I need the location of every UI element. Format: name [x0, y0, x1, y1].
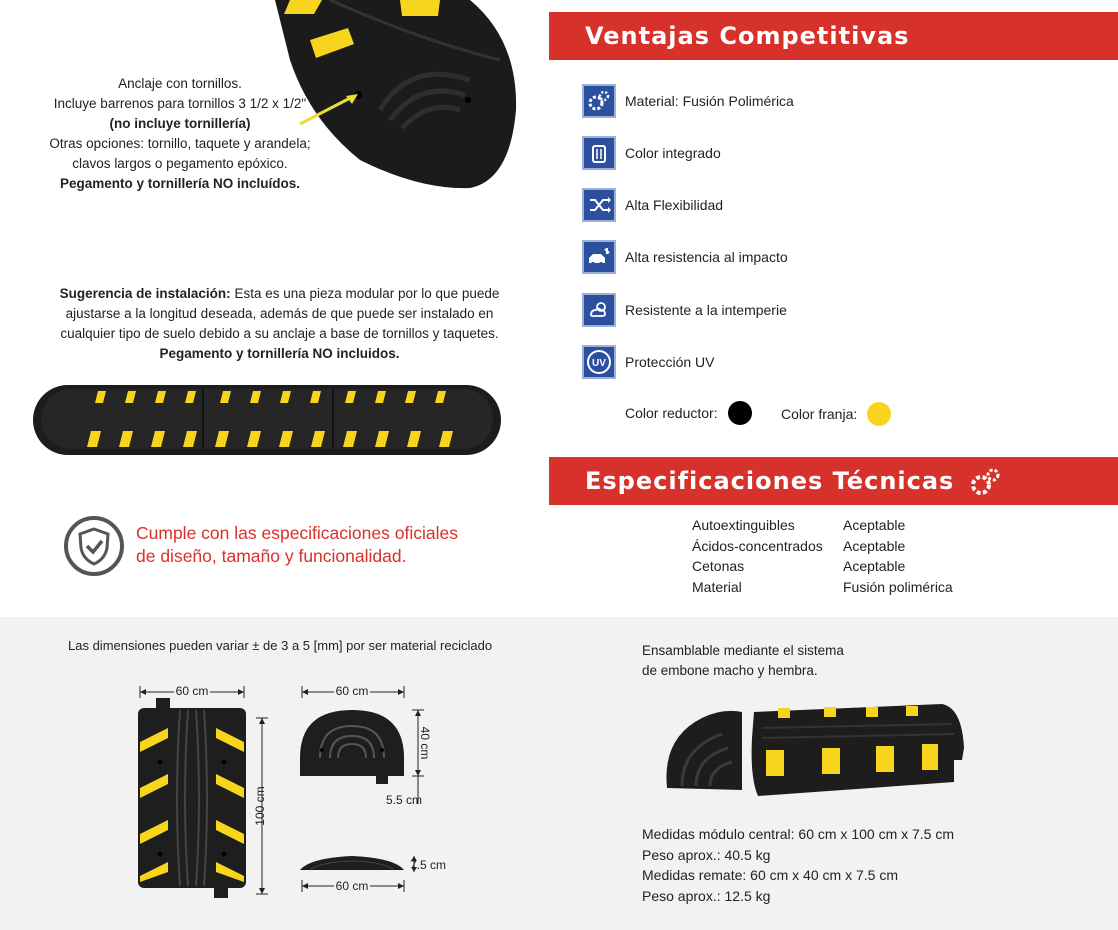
gears-icon [582, 84, 616, 118]
feature-material [582, 84, 794, 118]
spec-name: Autoextinguibles [692, 517, 795, 533]
color-franja-label: Color franja: [781, 406, 858, 422]
dim-width-top: 60 cm [175, 684, 209, 698]
anchor-line: Anclaje con tornillos. [118, 76, 242, 91]
feature-flexibility [582, 188, 723, 222]
measure-line: Medidas remate: 60 cm x 40 cm x 7.5 cm [642, 867, 898, 883]
measure-line: Medidas módulo central: 60 cm x 100 cm x 7.5 cm [642, 826, 955, 842]
anchor-line: (no incluye tornillería) [109, 116, 251, 131]
measure-line: Peso aprox.: 40.5 kg [642, 846, 771, 863]
paint-bucket-icon [582, 136, 616, 170]
anchor-line: clavos largos o pegamento epóxico. [72, 156, 288, 171]
install-label: Sugerencia de instalación: [59, 286, 231, 301]
measure-line: Peso aprox.: 12.5 kg [642, 887, 771, 904]
shield-check-icon [63, 515, 125, 577]
spec-row [692, 536, 905, 556]
svg-text:UV: UV [592, 358, 606, 369]
assembly-image [662, 698, 972, 800]
feature-uv [582, 345, 714, 379]
anchor-line: Incluye barrenos para tornillos 3 1/2 x 1/2" [53, 96, 307, 111]
uv-icon [582, 345, 616, 379]
feature-label: Material: Fusión Polimérica [625, 93, 794, 109]
spec-name: Cetonas [692, 558, 745, 574]
spec-value: Aceptable [843, 558, 906, 574]
color-reductor-swatch [728, 401, 752, 425]
spec-row [692, 577, 953, 597]
anchor-line: Otras opciones: tornillo, taquete y arandela; [49, 136, 311, 151]
feature-color [582, 136, 721, 170]
feature-label: Alta resistencia al impacto [625, 249, 788, 265]
spec-row [692, 515, 905, 535]
color-franja-swatch [867, 402, 891, 426]
install-text: Esta es una pieza modular por lo que puede ajustarse a la longitud deseada, además de que puede ser instalado en cualquier tipo de suelo debido a su anclaje a base de tornillos y taquetes. [60, 286, 500, 341]
dimensions-note: Las dimensiones pueden variar ± de 3 a 5 [mm] por ser material reciclado [68, 638, 493, 653]
advantages-title: Ventajas Competitivas [585, 22, 910, 50]
anchor-info [30, 74, 330, 194]
measures [642, 824, 954, 906]
assembly-line: de embone macho y hembra. [642, 663, 818, 678]
dim-thickness: 7.5 cm [410, 858, 447, 872]
dim-tab: 5.5 cm [386, 793, 423, 807]
feature-label: Resistente a la intemperie [625, 302, 787, 318]
compliance-line: de diseño, tamaño y funcionalidad. [136, 546, 407, 566]
feature-impact [582, 240, 788, 274]
compliance-line: Cumple con las especificaciones oficiales [136, 523, 458, 543]
advantages-banner [549, 12, 1118, 60]
dim-length: 100 cm [253, 786, 267, 826]
technical-drawing [130, 680, 450, 910]
spec-value: Aceptable [843, 517, 906, 533]
speed-bump-assembly-image [33, 383, 503, 458]
assembly-line: Ensamblable mediante el sistema [642, 643, 844, 658]
shuffle-icon [582, 188, 616, 222]
feature-label: Alta Flexibilidad [625, 197, 724, 213]
feature-weather [582, 293, 787, 327]
color-reductor-label: Color reductor: [625, 405, 718, 421]
feature-label: Protección UV [625, 354, 715, 370]
specs-banner [549, 457, 1118, 505]
dim-width-side: 60 cm [335, 879, 369, 893]
spec-value: Aceptable [843, 538, 906, 554]
install-suggestion [52, 284, 507, 364]
spec-row [692, 556, 905, 576]
specs-title: Especificaciones Técnicas [585, 467, 955, 495]
assembly-text [642, 641, 844, 681]
anchor-line: Pegamento y tornillería NO incluídos. [59, 176, 301, 191]
dim-height-cap: 40 cm [418, 726, 432, 760]
car-impact-icon [582, 240, 616, 274]
gears-icon [970, 467, 1002, 497]
spec-name: Ácidos-concentrados [692, 538, 823, 554]
compliance-text [136, 522, 458, 568]
dim-width-cap: 60 cm [335, 684, 369, 698]
weather-icon [582, 293, 616, 327]
feature-label: Color integrado [625, 145, 721, 161]
spec-name: Material [692, 579, 742, 595]
install-note: Pegamento y tornillería NO incluidos. [159, 346, 400, 361]
spec-value: Fusión polimérica [843, 579, 953, 595]
